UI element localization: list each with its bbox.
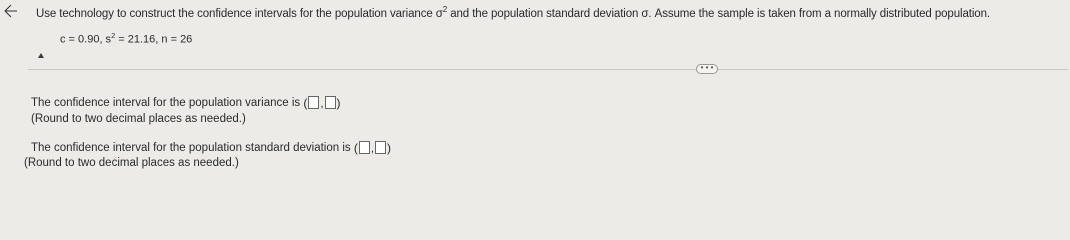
divider (28, 69, 1068, 70)
given-rest: = 21.16, n = 26 (115, 33, 193, 46)
stddev-round-note: (Round to two decimal places as needed.) (24, 157, 239, 169)
variance-close-paren: ) (336, 96, 341, 110)
stddev-interval-text: The confidence interval for the population standard deviation is (31, 142, 354, 155)
stddev-close-paren: ) (387, 141, 392, 155)
variance-answer-group (303, 96, 340, 110)
given-c-part: c = 0.90, s (60, 33, 112, 46)
variance-interval-prompt (31, 96, 341, 110)
given-values (60, 31, 192, 46)
triangle-up-icon (38, 53, 44, 58)
sigma-symbol: σ (435, 7, 443, 20)
sigma-exponent: 2 (442, 5, 448, 14)
more-options-button[interactable]: • • • (696, 64, 718, 74)
variance-open-paren: ( (303, 96, 308, 110)
question-text-part1: Use technology to construct the confidence intervals for the population variance (36, 7, 436, 20)
variance-separator: , (320, 98, 324, 110)
question-text-part2: and the population standard deviation σ. Assume the sample is taken from a normally distributed population. (447, 7, 990, 20)
variance-interval-text: The confidence interval for the population variance is (31, 97, 304, 110)
stddev-open-paren: ( (353, 141, 358, 155)
given-s-exponent: 2 (111, 31, 116, 40)
variance-round-note: (Round to two decimal places as needed.) (31, 113, 246, 125)
variance-lower-input[interactable] (308, 96, 319, 109)
stddev-answer-group (354, 141, 391, 155)
variance-upper-input[interactable] (325, 96, 336, 109)
back-arrow-icon[interactable] (4, 4, 18, 18)
stddev-upper-input[interactable] (375, 141, 386, 154)
stddev-separator: , (370, 143, 375, 155)
question-text (36, 5, 990, 20)
stddev-lower-input[interactable] (359, 141, 370, 154)
stddev-interval-prompt (31, 141, 391, 155)
